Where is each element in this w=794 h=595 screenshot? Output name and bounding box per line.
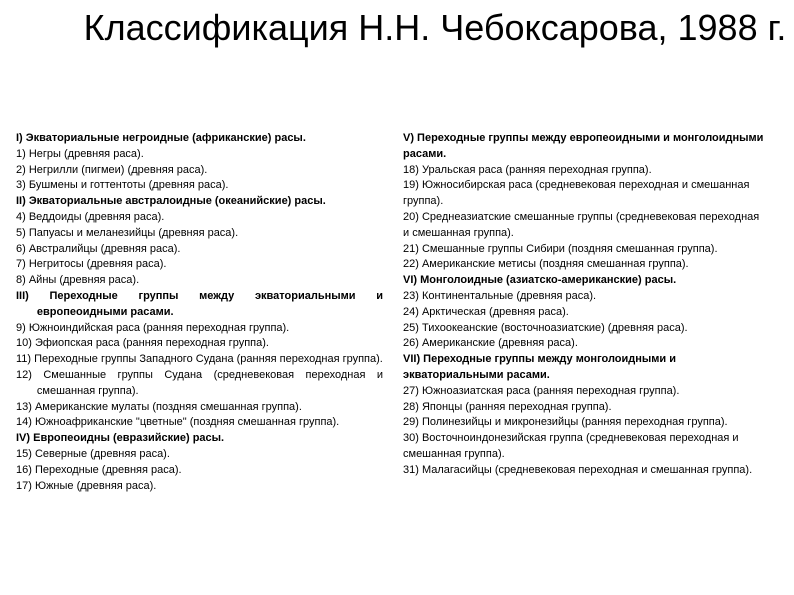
- list-item: 8) Айны (древняя раса).: [16, 274, 140, 287]
- list-item: 24) Арктическая (древняя раса).: [403, 305, 569, 318]
- list-item: 17) Южные (древняя раса).: [16, 479, 157, 492]
- list-item: III) Переходные группы между экваториальными и европеоидными расами.: [16, 289, 383, 318]
- list-item: 29) Полинезийцы и микронезийцы (ранняя переходная группа).: [403, 416, 728, 429]
- right-column: [403, 131, 765, 479]
- list-item: 20) Среднеазиатские смешанные группы (средневековая переходная и смешанная группа).: [403, 210, 760, 239]
- list-item: IV) Европеоидны (евразийские) расы.: [16, 432, 225, 445]
- list-item: 14) Южноафриканские "цветные" (поздняя смешанная группа).: [16, 416, 340, 429]
- list-item: V) Переходные группы между европеоидными и монголоидными расами.: [403, 132, 764, 160]
- list-item: 30) Восточноиндонезийская группа (средневековая переходная и смешанная группа).: [403, 432, 739, 460]
- left-column: [16, 131, 383, 494]
- list-item: I) Экваториальные негроидные (африканские) расы.: [16, 132, 306, 144]
- list-item: 18) Уральская раса (ранняя переходная группа).: [403, 163, 652, 176]
- list-item: 5) Папуасы и меланезийцы (древняя раса).: [16, 226, 239, 239]
- slide-title: Классификация Н.Н. Чебоксарова, 1988 г.: [83, 7, 787, 48]
- list-item: 2) Негрилли (пигмеи) (древняя раса).: [16, 163, 208, 176]
- list-item: 7) Негритосы (древняя раса).: [16, 258, 167, 271]
- list-item: 23) Континентальные (древняя раса).: [403, 289, 597, 302]
- list-item: 27) Южноазиатская раса (ранняя переходная группа).: [403, 384, 680, 397]
- list-item: 25) Тихоокеанские (восточноазиатские) (древняя раса).: [403, 321, 688, 334]
- list-item: 28) Японцы (ранняя переходная группа).: [403, 400, 612, 413]
- list-item: 13) Американские мулаты (поздняя смешанная группа).: [16, 400, 302, 413]
- list-item: 15) Северные (древняя раса).: [16, 447, 170, 460]
- list-item: 11) Переходные группы Западного Судана (ранняя переходная группа).: [16, 353, 383, 366]
- list-item: II) Экваториальные австралоидные (океанийские) расы.: [16, 195, 326, 208]
- list-item: VI) Монголоидные (азиатско-американские) расы.: [403, 274, 677, 287]
- list-item: 22) Американские метисы (поздняя смешанная группа).: [403, 258, 689, 271]
- list-item: 4) Веддоиды (древняя раса).: [16, 210, 165, 223]
- list-item: VII) Переходные группы между монголоидными и экваториальными расами.: [403, 353, 677, 381]
- list-item: 6) Австралийцы (древняя раса).: [16, 242, 181, 255]
- list-item: 19) Южносибирская раса (средневековая переходная и смешанная группа).: [403, 179, 750, 208]
- list-item: 1) Негры (древняя раса).: [16, 147, 144, 160]
- list-item: 3) Бушмены и готтентоты (древняя раса).: [16, 179, 229, 192]
- list-item: 12) Смешанные группы Судана (средневековая переходная и смешанная группа).: [16, 368, 383, 397]
- list-item: 31) Малагасийцы (средневековая переходная и смешанная группа).: [403, 463, 753, 476]
- list-item: 16) Переходные (древняя раса).: [16, 463, 182, 476]
- list-item: 10) Эфиопская раса (ранняя переходная группа).: [16, 337, 269, 350]
- list-item: 26) Американские (древняя раса).: [403, 337, 578, 350]
- list-item: 21) Смешанные группы Сибири (поздняя смешанная группа).: [403, 242, 718, 255]
- list-item: 9) Южноиндийская раса (ранняя переходная группа).: [16, 321, 290, 334]
